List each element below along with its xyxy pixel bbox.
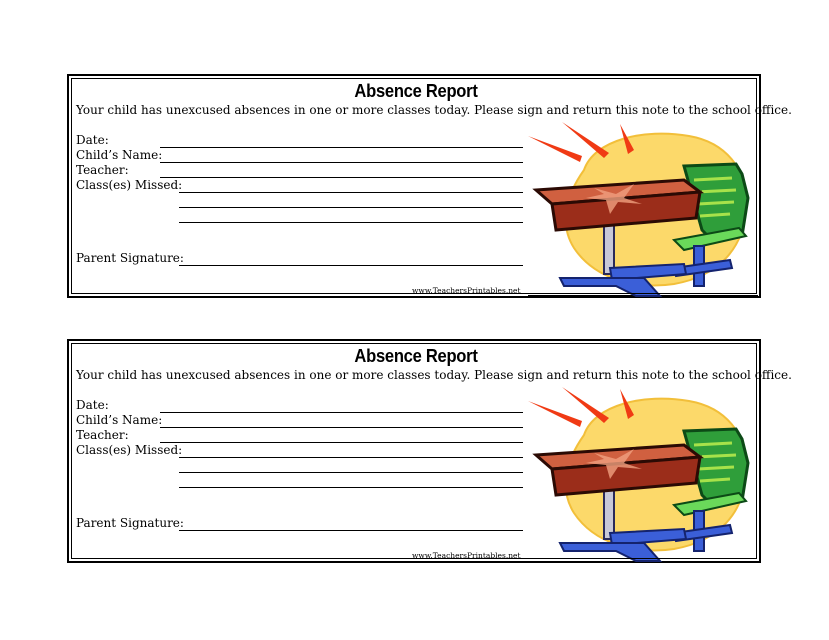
school-desk-icon bbox=[524, 383, 756, 563]
absence-report-card bbox=[67, 339, 792, 563]
child-name-line[interactable] bbox=[160, 427, 523, 428]
footer-url: www.TeachersPrintables.net bbox=[412, 551, 521, 560]
school-desk-icon bbox=[524, 118, 756, 298]
card-title: Absence Report bbox=[354, 346, 478, 366]
child-name-label: Child’s Name: bbox=[76, 413, 163, 427]
classes-missed-line-3[interactable] bbox=[179, 222, 523, 223]
classes-missed-label: Class(es) Missed: bbox=[76, 178, 183, 192]
date-line[interactable] bbox=[160, 412, 523, 413]
classes-missed-line-2[interactable] bbox=[179, 207, 523, 208]
classes-missed-line-1[interactable] bbox=[179, 192, 523, 193]
classes-missed-label: Class(es) Missed: bbox=[76, 443, 183, 457]
footer-url: www.TeachersPrintables.net bbox=[412, 286, 521, 295]
parent-signature-line[interactable] bbox=[179, 265, 523, 266]
parent-signature-line[interactable] bbox=[179, 530, 523, 531]
classes-missed-line-2[interactable] bbox=[179, 472, 523, 473]
teacher-label: Teacher: bbox=[76, 428, 129, 442]
card-title: Absence Report bbox=[354, 81, 478, 101]
classes-missed-line-3[interactable] bbox=[179, 487, 523, 488]
child-name-line[interactable] bbox=[160, 162, 523, 163]
intro-text: Your child has unexcused absences in one or more classes today. Please sign and return this note to the school office. bbox=[76, 103, 792, 117]
parent-signature-label: Parent Signature: bbox=[76, 251, 184, 265]
date-line[interactable] bbox=[160, 147, 523, 148]
teacher-line[interactable] bbox=[160, 442, 523, 443]
date-label: Date: bbox=[76, 133, 109, 147]
child-name-label: Child’s Name: bbox=[76, 148, 163, 162]
classes-missed-line-1[interactable] bbox=[179, 457, 523, 458]
intro-text: Your child has unexcused absences in one or more classes today. Please sign and return this note to the school office. bbox=[76, 368, 792, 382]
teacher-line[interactable] bbox=[160, 177, 523, 178]
date-label: Date: bbox=[76, 398, 109, 412]
parent-signature-label: Parent Signature: bbox=[76, 516, 184, 530]
absence-report-card bbox=[67, 74, 792, 298]
teacher-label: Teacher: bbox=[76, 163, 129, 177]
